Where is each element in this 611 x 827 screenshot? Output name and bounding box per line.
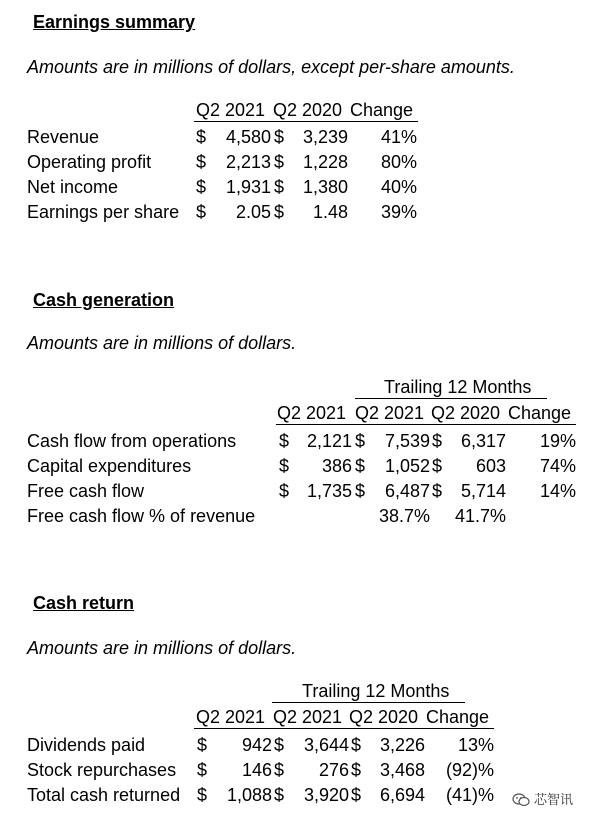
- cashret-header-q2-2021: Q2 2021: [196, 707, 266, 727]
- value-change: 19%: [539, 431, 576, 451]
- earnings-header-change: Change: [350, 100, 414, 120]
- cashgen-header-ttm-q2-2021: Q2 2021: [355, 403, 425, 423]
- value-q2-2021: 942: [241, 735, 272, 755]
- value-ttm-q2-2020: 3,226: [379, 735, 425, 755]
- cashret-header-ttm-q2-2020: Q2 2020: [349, 707, 419, 727]
- value-q2-2021: 4,580: [225, 127, 271, 147]
- currency-symbol: $: [197, 785, 208, 805]
- value-q2-2021: 1,931: [225, 177, 271, 197]
- currency-symbol: $: [274, 760, 285, 780]
- value-ttm-q2-2020: 603: [475, 456, 506, 476]
- currency-symbol: $: [432, 481, 443, 501]
- currency-symbol: $: [274, 785, 285, 805]
- cashgen-subtitle: Amounts are in millions of dollars.: [27, 333, 297, 353]
- value-ttm-q2-2020: 6,317: [460, 431, 506, 451]
- earnings-header-q2-2021: Q2 2021: [196, 100, 266, 120]
- currency-symbol: $: [351, 760, 362, 780]
- currency-symbol: $: [279, 431, 290, 451]
- value-q2-2020: 1,228: [302, 152, 348, 172]
- currency-symbol: $: [279, 481, 290, 501]
- currency-symbol: $: [351, 735, 362, 755]
- value-q2-2021: 2,213: [225, 152, 271, 172]
- cashret-trailing-label: Trailing 12 Months: [302, 681, 450, 701]
- value-q2-2021: 1,088: [226, 785, 272, 805]
- cashret-subtitle: Amounts are in millions of dollars.: [27, 638, 297, 658]
- value-change: (92)%: [445, 760, 494, 780]
- value-q2-2020: 3,239: [302, 127, 348, 147]
- table-row-label: Free cash flow: [27, 481, 145, 501]
- currency-symbol: $: [274, 127, 285, 147]
- table-row-label: Total cash returned: [27, 785, 181, 805]
- currency-symbol: $: [351, 785, 362, 805]
- table-row-label: Operating profit: [27, 152, 152, 172]
- value-q2-2020: 1.48: [312, 202, 348, 222]
- value-change: 40%: [380, 177, 417, 197]
- currency-symbol: $: [432, 456, 443, 476]
- table-row-label: Free cash flow % of revenue: [27, 506, 256, 526]
- value-change: 39%: [380, 202, 417, 222]
- table-row-label: Capital expenditures: [27, 456, 192, 476]
- value-change: 74%: [539, 456, 576, 476]
- currency-symbol: $: [196, 177, 207, 197]
- value-ttm-q2-2020: 5,714: [460, 481, 506, 501]
- watermark-text: 芯智讯: [534, 792, 574, 807]
- currency-symbol: $: [279, 456, 290, 476]
- cashret-header-row: [194, 706, 494, 729]
- value-ttm-q2-2020: 6,694: [379, 785, 425, 805]
- currency-symbol: $: [196, 202, 207, 222]
- cashret-title: Cash return: [33, 593, 135, 613]
- value-change: 13%: [457, 735, 494, 755]
- currency-symbol: $: [432, 431, 443, 451]
- watermark: [512, 789, 573, 811]
- currency-symbol: $: [196, 152, 207, 172]
- earnings-title: Earnings summary: [33, 12, 196, 32]
- cashgen-header-row: [276, 402, 576, 425]
- earnings-subtitle: Amounts are in millions of dollars, except per-share amounts.: [27, 57, 515, 77]
- value-ttm-q2-2020: 3,468: [379, 760, 425, 780]
- currency-symbol: $: [274, 735, 285, 755]
- table-row-label: Cash flow from operations: [27, 431, 237, 451]
- table-row-label: Dividends paid: [27, 735, 146, 755]
- value-ttm-q2-2021: 276: [318, 760, 349, 780]
- currency-symbol: $: [197, 735, 208, 755]
- currency-symbol: $: [355, 481, 366, 501]
- value-q2-2021: 1,735: [306, 481, 352, 501]
- currency-symbol: $: [274, 177, 285, 197]
- value-ttm-q2-2021: 38.7%: [378, 506, 430, 526]
- value-change: 14%: [539, 481, 576, 501]
- value-change: 41%: [380, 127, 417, 147]
- value-ttm-q2-2021: 3,644: [303, 735, 349, 755]
- value-ttm-q2-2021: 1,052: [384, 456, 430, 476]
- currency-symbol: $: [355, 431, 366, 451]
- cashgen-title: Cash generation: [33, 290, 175, 310]
- value-change: 80%: [380, 152, 417, 172]
- currency-symbol: $: [197, 760, 208, 780]
- currency-symbol: $: [274, 202, 285, 222]
- cashret-header-ttm-q2-2021: Q2 2021: [273, 707, 343, 727]
- cashret-header-change: Change: [426, 707, 490, 727]
- currency-symbol: $: [196, 127, 207, 147]
- value-ttm-q2-2020: 41.7%: [454, 506, 506, 526]
- value-q2-2021: 146: [241, 760, 272, 780]
- earnings-header-row: [194, 99, 418, 122]
- table-row-label: Stock repurchases: [27, 760, 177, 780]
- earnings-header-q2-2020: Q2 2020: [273, 100, 343, 120]
- value-change: (41)%: [445, 785, 494, 805]
- cashgen-trailing-header: [355, 376, 547, 399]
- cashgen-header-q2-2021: Q2 2021: [277, 403, 347, 423]
- cashgen-header-change: Change: [508, 403, 572, 423]
- cashgen-trailing-label: Trailing 12 Months: [384, 377, 532, 397]
- value-ttm-q2-2021: 6,487: [384, 481, 430, 501]
- cashgen-header-ttm-q2-2020: Q2 2020: [431, 403, 501, 423]
- value-ttm-q2-2021: 3,920: [303, 785, 349, 805]
- value-q2-2021: 2.05: [235, 202, 271, 222]
- table-row-label: Earnings per share: [27, 202, 180, 222]
- value-q2-2020: 1,380: [302, 177, 348, 197]
- currency-symbol: $: [274, 152, 285, 172]
- table-row-label: Revenue: [27, 127, 100, 147]
- cashret-trailing-header: [272, 680, 465, 703]
- currency-symbol: $: [355, 456, 366, 476]
- value-q2-2021: 2,121: [306, 431, 352, 451]
- value-ttm-q2-2021: 7,539: [384, 431, 430, 451]
- value-q2-2021: 386: [321, 456, 352, 476]
- table-row-label: Net income: [27, 177, 119, 197]
- wechat-icon: [512, 793, 530, 807]
